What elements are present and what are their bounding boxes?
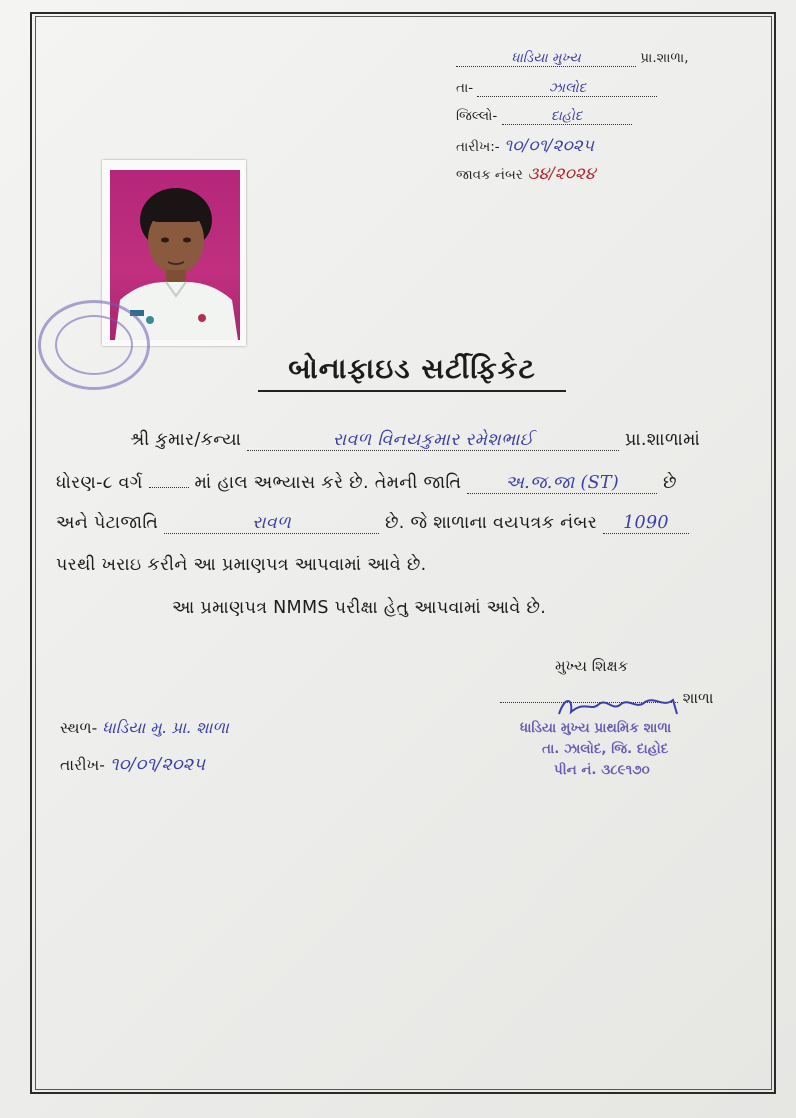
body-line3-mid: છે. જે શાળાના વયપત્રક નંબર bbox=[384, 513, 598, 533]
headmaster-signature bbox=[500, 702, 678, 703]
body-line-5: આ પ્રમાણપત્ર NMMS પરીક્ષા હેતુ આપવામાં આવે છે. bbox=[172, 598, 547, 618]
student-subcaste: રાવળ bbox=[164, 513, 379, 534]
signature-role: મુખ્ય શિક્ષક bbox=[555, 657, 629, 675]
student-caste: અ.જ.જા (ST) bbox=[467, 473, 657, 494]
body-line-1 bbox=[130, 430, 700, 451]
header-district-label: જિલ્લો- bbox=[456, 108, 498, 124]
header-taluka-value: ઝાલોદ bbox=[477, 80, 657, 97]
header-date-label: તારીખ:- bbox=[456, 139, 500, 155]
signature-school-suffix: શાળા bbox=[682, 689, 714, 707]
footer-date-value: ૧૦/૦૧/૨૦૨૫ bbox=[109, 754, 206, 775]
body-line-2 bbox=[56, 473, 677, 494]
footer-date-line bbox=[60, 754, 205, 775]
header-outward-label: જાવક નંબર bbox=[456, 167, 523, 183]
student-name: રાવળ વિનયકુમાર રમેશભાઈ bbox=[247, 430, 619, 451]
headmaster-stamp bbox=[520, 718, 720, 781]
body-line3-prefix: અને પેટાજાતિ bbox=[56, 513, 159, 533]
class-blank bbox=[149, 487, 189, 488]
header-school-name: ધાડિયા મુખ્ય bbox=[456, 50, 636, 67]
body-line2-prefix: ધોરણ-૮ વર્ગ bbox=[56, 473, 143, 493]
body-line1-prefix: શ્રી કુમાર/કન્યા bbox=[130, 430, 242, 450]
header-district-value: દાહોદ bbox=[502, 108, 632, 125]
body-line2-mid: માં હાલ અભ્યાસ કરે છે. તેમની જાતિ bbox=[194, 473, 462, 493]
signature-line bbox=[500, 689, 713, 707]
stamp-line-3: પીન નં. ૩૮૯૧૭૦ bbox=[554, 762, 650, 778]
header-school-suffix: પ્રા.શાળા, bbox=[640, 50, 689, 66]
footer-place-label: સ્થળ- bbox=[60, 719, 98, 737]
header-taluka-line bbox=[456, 80, 657, 97]
header-outward-line bbox=[456, 164, 595, 184]
footer-date-label: તારીખ- bbox=[60, 756, 105, 774]
footer-place-value: ધાડિયા મુ. પ્રા. શાળા bbox=[102, 718, 229, 737]
header-date-line bbox=[456, 136, 594, 156]
body-line2-suffix: છે bbox=[663, 473, 677, 493]
school-round-stamp bbox=[38, 300, 150, 390]
header-district-line bbox=[456, 108, 632, 125]
header-outward-value: ૩૪/૨૦૨૪ bbox=[527, 164, 596, 184]
signature-scribble-icon bbox=[555, 694, 685, 720]
certificate-title: બોનાફાઇડ સર્ટીફિકેટ bbox=[258, 352, 566, 392]
stamp-line-1: ધાડિયા મુખ્ય પ્રાથમિક શાળા bbox=[520, 720, 672, 736]
body-line1-suffix: પ્રા.શાળામાં bbox=[624, 430, 701, 450]
header-taluka-label: તા- bbox=[456, 80, 474, 96]
stamp-line-2: તા. ઝાલોદ, જિ. દાહોદ bbox=[542, 741, 669, 757]
footer-place-line bbox=[60, 718, 229, 738]
body-line-3 bbox=[56, 513, 689, 534]
register-number: 1090 bbox=[603, 513, 689, 534]
body-line-4: પરથી ખરાઇ કરીને આ પ્રમાણપત્ર આપવામાં આવે છે. bbox=[56, 555, 427, 575]
header-school-line bbox=[456, 50, 689, 67]
header-date-value: ૧૦/૦૧/૨૦૨૫ bbox=[503, 136, 594, 156]
